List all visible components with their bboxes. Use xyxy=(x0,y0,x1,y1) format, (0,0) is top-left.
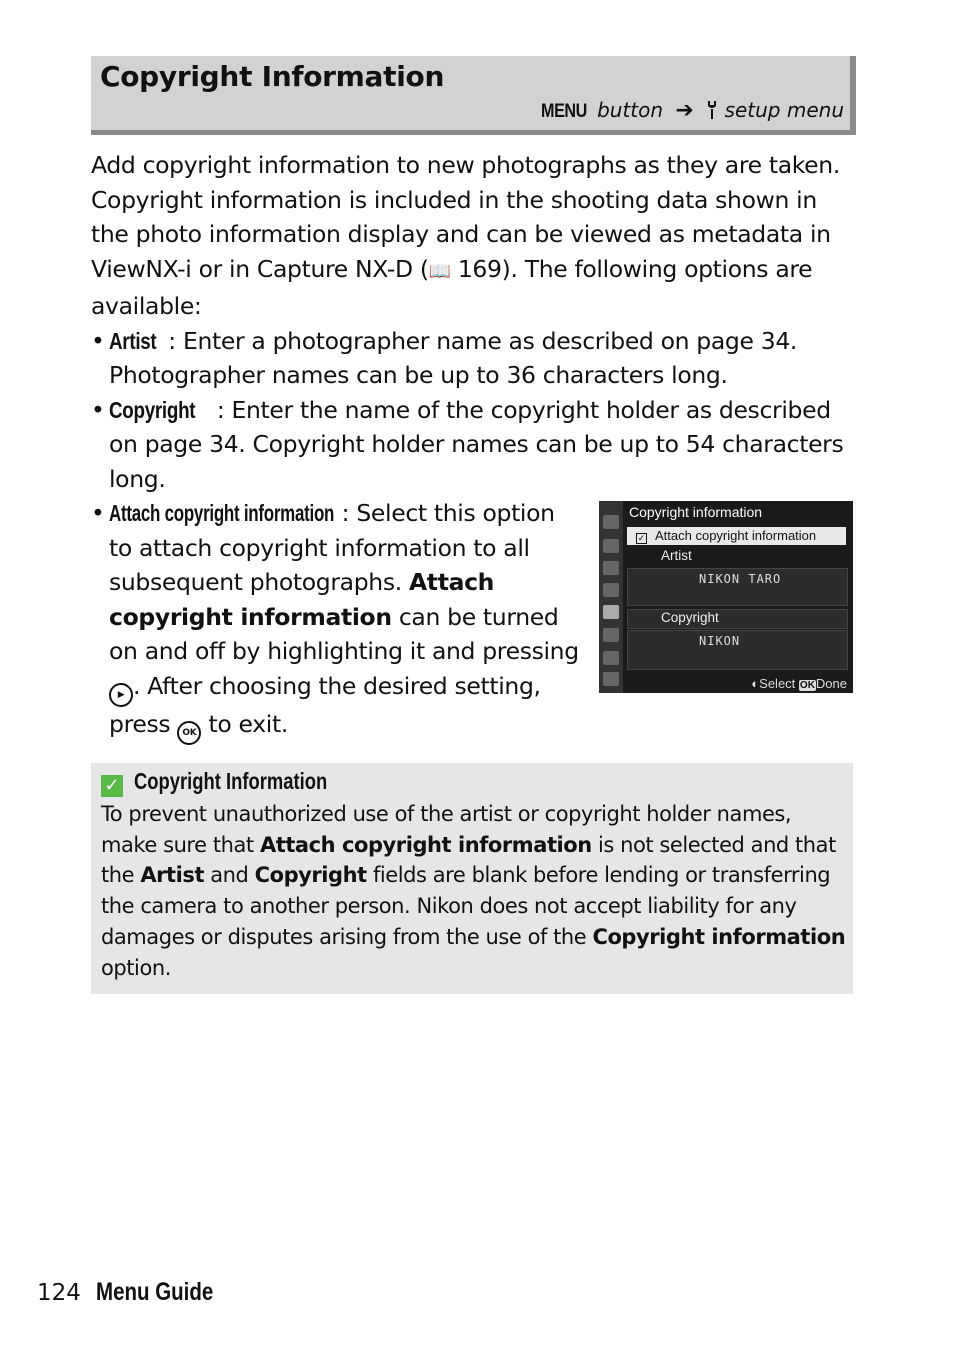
note-box xyxy=(91,763,853,994)
note-bold-text: Copyright information xyxy=(592,924,846,949)
copyright-value: NIKON xyxy=(699,634,741,648)
list-item: • Copyright : Enter the name of the copyright holder as described on page 34. Copyright holder names can be up to 54 characters long. xyxy=(91,393,856,497)
menu-key-label: MENU xyxy=(540,101,587,122)
camera-footer xyxy=(751,676,847,691)
page-footer xyxy=(37,1278,239,1307)
menu-path xyxy=(537,98,844,123)
list-item: • Attach copyright information : Select this option to attach copyright information to all subsequent photographs. Attach copyright information can be turned on and off by highlighting it and pressing ▶ . After choosing the desired setting, press OK to exit. xyxy=(91,496,579,745)
note-text: and xyxy=(204,863,255,888)
note-bold-text: Attach copyright information xyxy=(259,832,592,857)
bullet-text: . After choosing the desired setting, press xyxy=(109,671,541,738)
page-reference: 169 xyxy=(457,254,502,283)
arrow-right-icon: ➔ xyxy=(675,98,694,123)
attach-label: Attach copyright information xyxy=(655,528,817,543)
bullet-bold-text: Attach copyright information xyxy=(109,568,495,631)
bullet-text: : Select this option to attach copyright information to all subsequent photographs. xyxy=(109,499,555,596)
note-text: option. xyxy=(101,955,171,980)
checkbox-icon: ✓ xyxy=(637,533,646,543)
done-label: Done xyxy=(815,676,847,691)
camera-screen-title: Copyright information xyxy=(629,504,763,520)
bullet-term: Attach copyright information xyxy=(109,500,335,526)
camera-screen-illustration xyxy=(599,501,853,693)
list-item: • Artist : Enter a photographer name as described on page 34. Photographer names can be up to 36 characters long. xyxy=(91,324,856,393)
bullet-text: to exit. xyxy=(201,709,288,738)
intro-text: Add copyright information to new photographs as they are taken. Copyright information is included in the shooting data shown in the photo information display and can be viewed as metadata in ViewNX-i or in Capture NX-D ( xyxy=(91,151,840,283)
wrench-icon xyxy=(706,98,718,122)
bullet-text: can be turned on and off by highlighting it and pressing xyxy=(109,602,579,665)
section-name: Menu Guide xyxy=(96,1278,214,1306)
bullet-text: : Enter the name of the copyright holder as described on page 34. Copyright holder names can be up to 54 characters long. xyxy=(109,395,844,493)
note-text: To prevent unauthorized use of the artist or copyright holder names, make sure that xyxy=(101,802,792,857)
nav-target-label: setup menu xyxy=(724,98,844,122)
bullet-term: Artist xyxy=(109,327,157,354)
note-text: fields are blank before lending or transferring the camera to another person. Nikon does not accept liability for any damages or disputes arising from the use of the xyxy=(101,863,831,949)
multi-selector-right-icon: ▶ xyxy=(109,683,133,707)
multi-selector-icon: ◐ xyxy=(751,676,760,691)
note-body xyxy=(101,799,851,983)
copyright-label: Copyright xyxy=(661,610,719,625)
bullet-term: Copyright xyxy=(109,396,196,423)
section-header xyxy=(91,56,856,135)
note-bold-text: Copyright xyxy=(254,863,367,888)
ok-icon: OK xyxy=(799,680,815,691)
intro-paragraph xyxy=(91,148,856,324)
nav-button-label: button xyxy=(597,98,664,122)
checkmark-icon: ✓ xyxy=(101,775,123,797)
artist-label: Artist xyxy=(661,548,692,563)
note-title: Copyright Information xyxy=(134,768,328,794)
camera-menu-tabs xyxy=(599,501,623,693)
bullet-text: : Enter a photographer name as described on page 34. Photographer names can be up to 36 characters long. xyxy=(109,326,798,389)
page-title: Copyright Information xyxy=(100,60,445,93)
note-heading xyxy=(101,768,375,797)
intro-tail: ). The following options are available: xyxy=(91,254,813,320)
attach-copyright-row xyxy=(627,527,846,545)
select-label: Select xyxy=(759,676,796,691)
note-text: is not selected and that the xyxy=(101,832,836,888)
page-number: 124 xyxy=(37,1280,81,1306)
artist-value: NIKON TARO xyxy=(699,572,782,586)
book-icon: 📖 xyxy=(428,260,451,282)
note-bold-text: Artist xyxy=(140,863,205,888)
ok-button-icon: OK xyxy=(177,721,201,745)
